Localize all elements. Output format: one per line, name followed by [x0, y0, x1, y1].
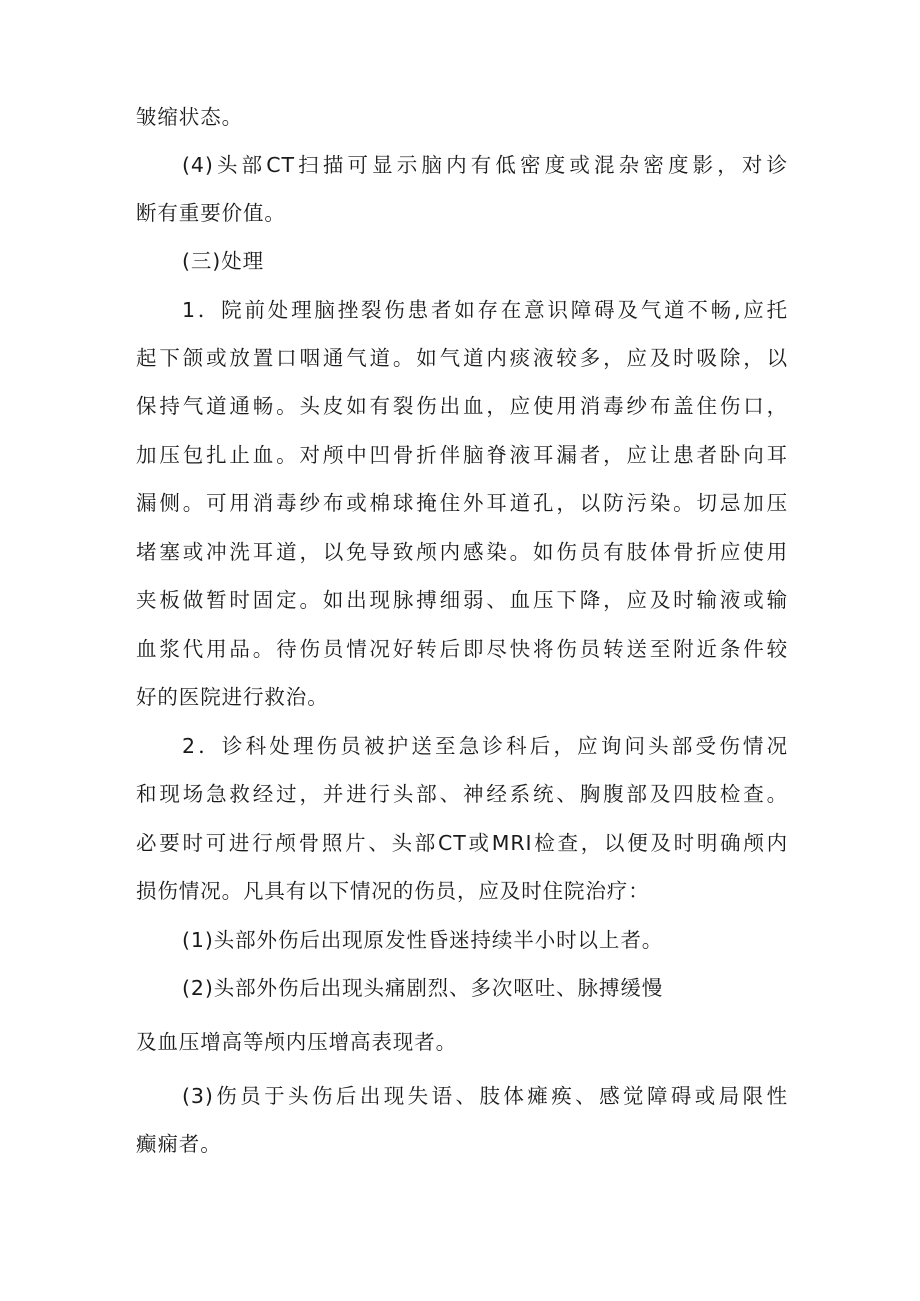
section-heading: (三)处理: [182, 249, 264, 273]
text-line: 必要时可进行颅骨照片、头部CT或MRI检查，以便及时明确颅内: [136, 831, 788, 855]
text-line: 起下颌或放置口咽通气道。如气道内痰液较多，应及时吸除，以: [136, 346, 788, 370]
text-line: 加压包扎止血。对颅中凹骨折伴脑脊液耳漏者，应让患者卧向耳: [136, 443, 788, 467]
text-line: (4)头部CT扫描可显示脑内有低密度或混杂密度影，对诊: [182, 153, 788, 177]
text-line: (2)头部外伤后出现头痛剧烈、多次呕吐、脉搏缓慢: [182, 976, 664, 1000]
text-line: 好的医院进行救治。: [136, 685, 329, 709]
text-line: 血浆代用品。待伤员情况好转后即尽快将伤员转送至附近条件较: [136, 637, 788, 661]
text-line: 和现场急救经过，并进行头部、神经系统、胸腹部及四肢检查。: [136, 782, 788, 806]
text-line: (1)头部外伤后出现原发性昏迷持续半小时以上者。: [182, 928, 664, 952]
text-line: 皱缩状态。: [136, 105, 243, 129]
text-line: 及血压增高等颅内压增高表现者。: [136, 1030, 457, 1054]
text-line: 夹板做暂时固定。如出现脉搏细弱、血压下降，应及时输液或输: [136, 588, 788, 612]
text-line: 2．诊科处理伤员被护送至急诊科后，应询问头部受伤情况: [182, 734, 788, 758]
text-line: 断有重要价值。: [136, 201, 286, 225]
text-line: (3)伤员于头伤后出现失语、肢体瘫痪、感觉障碍或局限性: [182, 1084, 788, 1108]
text-line: 1．院前处理脑挫裂伤患者如存在意识障碍及气道不畅,应托: [182, 298, 788, 322]
text-line: 堵塞或冲洗耳道，以免导致颅内感染。如伤员有肢体骨折应使用: [136, 540, 788, 564]
text-line: 漏侧。可用消毒纱布或棉球掩住外耳道孔，以防污染。切忌加压: [136, 491, 788, 515]
text-line: 损伤情况。凡具有以下情况的伤员，应及时住院治疗：: [136, 879, 650, 903]
text-line: 保持气道通畅。头皮如有裂伤出血，应使用消毒纱布盖住伤口，: [136, 394, 788, 418]
text-line: 癫痫者。: [136, 1132, 222, 1156]
